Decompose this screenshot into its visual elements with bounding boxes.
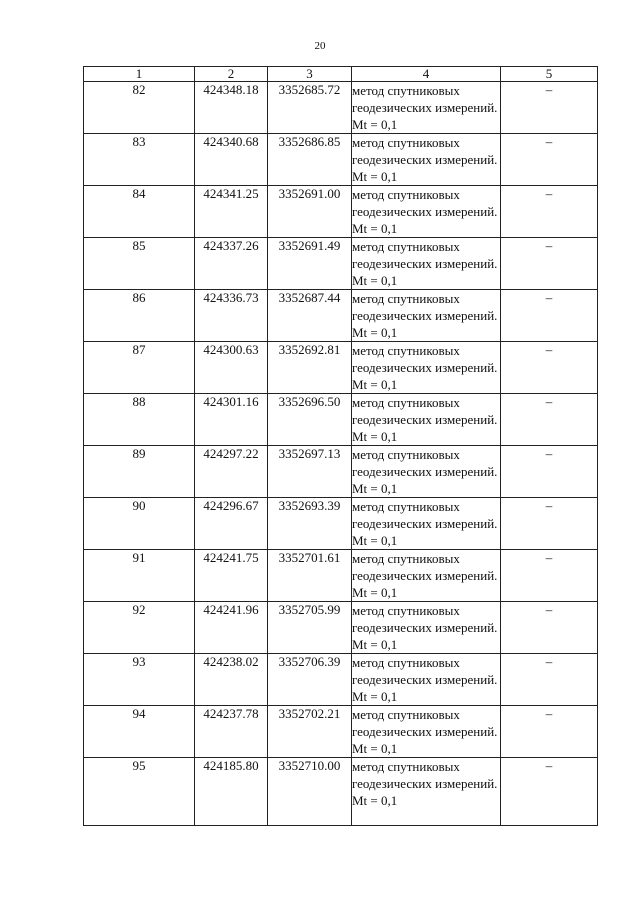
point-number-cell: 89 [84, 446, 195, 498]
y-coordinate-cell: 3352685.72 [268, 82, 352, 134]
description-cell: – [501, 186, 598, 238]
description-cell: – [501, 446, 598, 498]
y-coordinate-cell: 3352705.99 [268, 602, 352, 654]
method-cell: метод спутниковых геодезических измерений. Mt = 0,1 [352, 602, 501, 654]
point-number-cell: 82 [84, 82, 195, 134]
method-cell: метод спутниковых геодезических измерений. Mt = 0,1 [352, 498, 501, 550]
table-row [84, 758, 598, 826]
table-row [84, 394, 598, 446]
table-row [84, 446, 598, 498]
x-coordinate-cell: 424297.22 [195, 446, 268, 498]
y-coordinate-cell: 3352687.44 [268, 290, 352, 342]
x-coordinate-cell: 424237.78 [195, 706, 268, 758]
method-cell: метод спутниковых геодезических измерений. Mt = 0,1 [352, 394, 501, 446]
x-coordinate-cell: 424185.80 [195, 758, 268, 826]
page-number: 20 [314, 40, 326, 52]
point-number-cell: 87 [84, 342, 195, 394]
description-cell: – [501, 394, 598, 446]
x-coordinate-cell: 424348.18 [195, 82, 268, 134]
y-coordinate-cell: 3352691.49 [268, 238, 352, 290]
table-row [84, 498, 598, 550]
y-coordinate-cell: 3352706.39 [268, 654, 352, 706]
table-header-row [84, 67, 598, 82]
table-row [84, 706, 598, 758]
x-coordinate-cell: 424337.26 [195, 238, 268, 290]
point-number-cell: 90 [84, 498, 195, 550]
table-row [84, 134, 598, 186]
point-number-cell: 86 [84, 290, 195, 342]
coordinates-table [83, 66, 598, 826]
y-coordinate-cell: 3352691.00 [268, 186, 352, 238]
point-number-cell: 95 [84, 758, 195, 826]
x-coordinate-cell: 424341.25 [195, 186, 268, 238]
table-row [84, 654, 598, 706]
y-coordinate-cell: 3352692.81 [268, 342, 352, 394]
x-coordinate-cell: 424238.02 [195, 654, 268, 706]
column-header: 5 [501, 67, 598, 82]
description-cell: – [501, 602, 598, 654]
description-cell: – [501, 758, 598, 826]
description-cell: – [501, 342, 598, 394]
method-cell: метод спутниковых геодезических измерений. Mt = 0,1 [352, 290, 501, 342]
column-header: 4 [352, 67, 501, 82]
method-cell: метод спутниковых геодезических измерений. Mt = 0,1 [352, 82, 501, 134]
table-row [84, 602, 598, 654]
table-row [84, 82, 598, 134]
column-header: 1 [84, 67, 195, 82]
column-header: 3 [268, 67, 352, 82]
description-cell: – [501, 82, 598, 134]
table-row [84, 238, 598, 290]
x-coordinate-cell: 424241.75 [195, 550, 268, 602]
method-cell: метод спутниковых геодезических измерений. Mt = 0,1 [352, 654, 501, 706]
y-coordinate-cell: 3352702.21 [268, 706, 352, 758]
table-row [84, 550, 598, 602]
table-row [84, 290, 598, 342]
y-coordinate-cell: 3352693.39 [268, 498, 352, 550]
description-cell: – [501, 706, 598, 758]
method-cell: метод спутниковых геодезических измерений. Mt = 0,1 [352, 134, 501, 186]
method-cell: метод спутниковых геодезических измерений. Mt = 0,1 [352, 706, 501, 758]
method-cell: метод спутниковых геодезических измерений. Mt = 0,1 [352, 342, 501, 394]
point-number-cell: 94 [84, 706, 195, 758]
column-header: 2 [195, 67, 268, 82]
x-coordinate-cell: 424241.96 [195, 602, 268, 654]
description-cell: – [501, 238, 598, 290]
method-cell: метод спутниковых геодезических измерений. Mt = 0,1 [352, 550, 501, 602]
method-cell: метод спутниковых геодезических измерений. Mt = 0,1 [352, 446, 501, 498]
y-coordinate-cell: 3352701.61 [268, 550, 352, 602]
y-coordinate-cell: 3352686.85 [268, 134, 352, 186]
table-body [84, 82, 598, 826]
point-number-cell: 93 [84, 654, 195, 706]
point-number-cell: 85 [84, 238, 195, 290]
point-number-cell: 83 [84, 134, 195, 186]
point-number-cell: 91 [84, 550, 195, 602]
description-cell: – [501, 498, 598, 550]
point-number-cell: 88 [84, 394, 195, 446]
x-coordinate-cell: 424340.68 [195, 134, 268, 186]
method-cell: метод спутниковых геодезических измерений. Mt = 0,1 [352, 758, 501, 826]
description-cell: – [501, 550, 598, 602]
y-coordinate-cell: 3352696.50 [268, 394, 352, 446]
description-cell: – [501, 290, 598, 342]
x-coordinate-cell: 424296.67 [195, 498, 268, 550]
description-cell: – [501, 654, 598, 706]
point-number-cell: 92 [84, 602, 195, 654]
method-cell: метод спутниковых геодезических измерений. Mt = 0,1 [352, 186, 501, 238]
y-coordinate-cell: 3352697.13 [268, 446, 352, 498]
x-coordinate-cell: 424300.63 [195, 342, 268, 394]
x-coordinate-cell: 424336.73 [195, 290, 268, 342]
table-row [84, 342, 598, 394]
description-cell: – [501, 134, 598, 186]
y-coordinate-cell: 3352710.00 [268, 758, 352, 826]
x-coordinate-cell: 424301.16 [195, 394, 268, 446]
table-row [84, 186, 598, 238]
method-cell: метод спутниковых геодезических измерений. Mt = 0,1 [352, 238, 501, 290]
point-number-cell: 84 [84, 186, 195, 238]
